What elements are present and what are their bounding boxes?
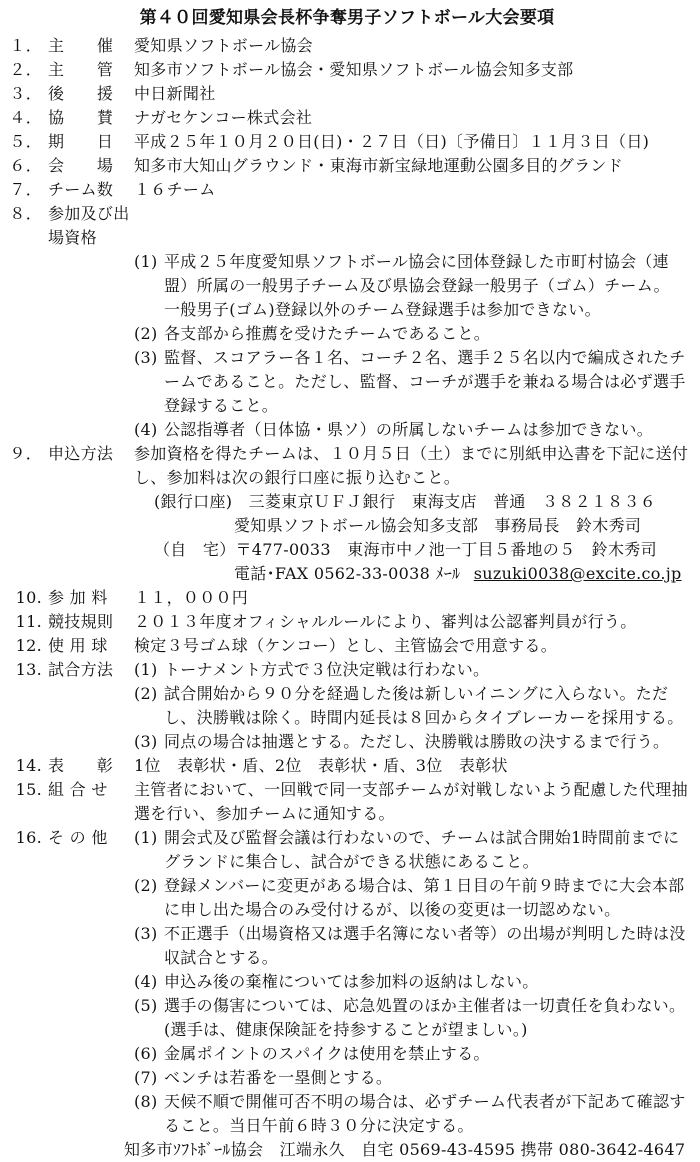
item-number: ７． [9, 180, 42, 199]
sub-text: (選手は、健康保険証を持参することが望ましい。) [164, 1020, 528, 1039]
sub-mark [134, 1018, 164, 1042]
item-number: １． [9, 36, 42, 55]
item-value: 平成２５年１０月２０日(日)・２７日（日)〔予備日〕１１月３日（日) [134, 132, 650, 151]
items-block [4, 34, 690, 250]
item-label: 後 援 [48, 84, 114, 103]
sub-text: ベンチは若番を一塁側とする。 [164, 1068, 393, 1087]
sub-text: 平成２５年度愛知県ソフトボール協会に団体登録した市町村協会（連盟）所属の一般男子チーム及び県協会登録一般男子（ゴム）チーム。 [164, 252, 670, 295]
item-value: 検定３号ゴム球（ケンコー）とし、主管協会で用意する。 [134, 636, 558, 655]
sub-text: 監督、スコアラー各１名、コーチ２名、選手２５名以内で編成されたチームであること。ただし、監督、コーチが選手を兼ねる場合は必ず選手登録すること。 [164, 348, 686, 415]
sub-item [134, 418, 690, 442]
sub-item [134, 730, 690, 754]
sub-mark: (7) [134, 1068, 158, 1087]
item-value: ２０１３年度オフィシャルルールにより、審判は公認審判員が行う。 [134, 612, 637, 631]
sub-text: 申込み後の棄権については参加料の返納はしない。 [164, 972, 539, 991]
sub-mark: (5) [134, 996, 158, 1015]
item-number: 14. [15, 756, 42, 775]
item-value: 1位 表彰状・盾、2位 表彰状・盾、3位 表彰状 [134, 756, 508, 775]
item-label: 試合方法 [48, 660, 114, 679]
combo-row [4, 778, 690, 826]
sub-text: 試合開始から９０分を経過した後は新しいイニングに入らない。ただし、決勝戦は除く。時間内延長は８回からタイブレーカーを採用する。 [164, 684, 684, 727]
sub-text: 一般男子(ゴム)登録以外のチーム登録選手は参加できない。 [164, 300, 601, 319]
item-label: 参 加 料 [48, 588, 108, 607]
item-label: 期 日 [48, 132, 114, 151]
item-value: 中日新聞社 [134, 84, 216, 103]
item-label: そ の 他 [48, 828, 108, 847]
item-row [4, 202, 690, 250]
sub-item [134, 826, 690, 874]
item-label: 会 場 [48, 156, 114, 175]
tel-line [234, 562, 690, 586]
qualification-block [4, 250, 690, 442]
sub-mark: (1) [134, 252, 158, 271]
sub-text: 金属ポイントのスパイクは使用を禁止する。 [164, 1044, 490, 1063]
sub-text: 公認指導者（日体協・県ソ）の所属しないチームは参加できない。 [164, 420, 654, 439]
item-number: ９． [9, 444, 42, 463]
sub-mark: (3) [134, 924, 158, 943]
item-row [4, 634, 690, 658]
item-number: 12. [15, 636, 42, 655]
item-number: ５． [9, 132, 42, 151]
other-row [4, 826, 690, 1138]
item-value: 参加資格を得たチームは、１０月５日（土）までに別紙申込書を下記に送付し、参加料は次の銀行口座に振り込むこと。 [134, 444, 689, 487]
bank-line-2: 愛知県ソフトボール協会知多支部 事務局長 鈴木秀司 [234, 516, 642, 535]
item-label: 主 管 [48, 60, 114, 79]
item-number: 16. [15, 828, 42, 847]
sub-mark: (8) [134, 1092, 158, 1111]
sub-item [134, 1090, 690, 1138]
sub-mark: (1) [134, 660, 158, 679]
item-number: 13. [15, 660, 42, 679]
item-number: 11. [15, 612, 42, 631]
item-row [4, 610, 690, 634]
sub-mark: (2) [134, 876, 158, 895]
sub-item [134, 874, 690, 922]
item-label: 主 催 [48, 36, 114, 55]
sub-item [134, 322, 690, 346]
award-row [4, 754, 690, 778]
item-row [4, 82, 690, 106]
document-title: 第４０回愛知県会長杯争奪男子ソフトボール大会要項 [139, 8, 555, 28]
sub-mark: (6) [134, 1044, 158, 1063]
bank-line-1: (銀行口座) 三菱東京ＵＦＪ銀行 東海支店 普通 ３８２１８３６ [154, 492, 657, 511]
sub-item [134, 1018, 690, 1042]
sub-text: 同点の場合は抽選とする。ただし、決勝戦は勝敗の決するまで行う。 [164, 732, 670, 751]
sub-mark [134, 298, 164, 322]
sub-item [134, 250, 690, 298]
sub-item [134, 922, 690, 970]
contact-line: 知多市ｿﾌﾄﾎﾞｰﾙ協会 江端永久 自宅 0569-43-4595 携帯 080-3642-4647 [124, 1140, 686, 1159]
item-row [4, 58, 690, 82]
sub-mark: (2) [134, 684, 158, 703]
item-number: ２． [9, 60, 42, 79]
item-number: ３． [9, 84, 42, 103]
sub-text: 登録メンバーに変更がある場合は、第１日目の午前９時までに大会本部に申し出た場合のみ受付けるが、以後の変更は一切認めない。 [164, 876, 685, 919]
match-lines [134, 658, 690, 754]
item-number: ８． [9, 204, 42, 223]
sub-text: 各支部から推薦を受けたチームであること。 [164, 324, 491, 343]
item-value: ナガセケンコー株式会社 [134, 108, 313, 127]
sub-item [134, 658, 690, 682]
sub-text: 不正選手（出場資格又は選手名簿にない者等）の出場が判明した時は没収試合とする。 [164, 924, 686, 967]
item-value: 愛知県ソフトボール協会 [134, 36, 313, 55]
item-number: ４． [9, 108, 42, 127]
item-label: 参加及び出場資格 [48, 204, 130, 247]
sub-text: 天候不順で開催可否不明の場合は、必ずチーム代表者が下記あて確認すること。当日午前６時３０分に決定する。 [164, 1092, 686, 1135]
item-label: 申込方法 [48, 444, 114, 463]
other-lines [134, 826, 690, 1138]
item-number: ６． [9, 156, 42, 175]
sub-item [134, 682, 690, 730]
sub-item [134, 298, 690, 322]
item-value: 主管者において、一回戦で同一支部チームが対戦しないよう配慮した代理抽選を行い、参加チームに通知する。 [134, 780, 688, 823]
sub-mark: (4) [134, 972, 158, 991]
item-value: 知多市ソフトボール協会・愛知県ソフトボール協会知多支部 [134, 60, 574, 79]
match-row [4, 658, 690, 754]
sub-item [134, 994, 690, 1018]
sub-mark: (2) [134, 324, 158, 343]
item-value: １６チーム [134, 180, 216, 199]
item-label: 組 合 せ [48, 780, 108, 799]
item-label: 協 賛 [48, 108, 114, 127]
sub-mark: (1) [134, 828, 158, 847]
sub-text: トーナメント方式で３位決定戦は行わない。 [164, 660, 490, 679]
item-row [4, 154, 690, 178]
sub-mark: (4) [134, 420, 158, 439]
item-label: 使 用 球 [48, 636, 108, 655]
sub-text: 選手の傷害については、応急処置のほか主催者は一切責任を負わない。 [164, 996, 686, 1015]
sub-mark: (3) [134, 732, 158, 751]
item-row [4, 106, 690, 130]
apply-row [4, 442, 690, 490]
sub-item [134, 970, 690, 994]
sub-item [134, 1042, 690, 1066]
sub-mark: (3) [134, 348, 158, 367]
item-label: 競技規則 [48, 612, 114, 631]
items2-block [4, 586, 690, 658]
sub-item [134, 1066, 690, 1090]
item-row [4, 586, 690, 610]
item-label: チーム数 [48, 180, 114, 199]
item-number: 15. [15, 780, 42, 799]
home-line: （自 宅）〒477-0033 東海市中ノ池一丁目５番地の５ 鈴木秀司 [154, 540, 657, 559]
item-row [4, 34, 690, 58]
item-row [4, 130, 690, 154]
item-value: １１，０００円 [134, 588, 249, 607]
item-row [4, 178, 690, 202]
sub-item [134, 346, 690, 418]
item-number: 10. [15, 588, 42, 607]
item-label: 表 彰 [48, 756, 114, 775]
email-link[interactable]: suzuki0038@excite.co.jp [473, 564, 682, 583]
sub-text: 開会式及び監督会議は行わないので、チームは試合開始1時間前までにグランドに集合し、試合ができる状態にあること。 [164, 828, 680, 871]
item-value: 知多市大知山グラウンド・東海市新宝緑地運動公園多目的グランド [134, 156, 624, 175]
tel-text: 電話･FAX 0562-33-0038 ﾒｰﾙ [234, 564, 461, 583]
